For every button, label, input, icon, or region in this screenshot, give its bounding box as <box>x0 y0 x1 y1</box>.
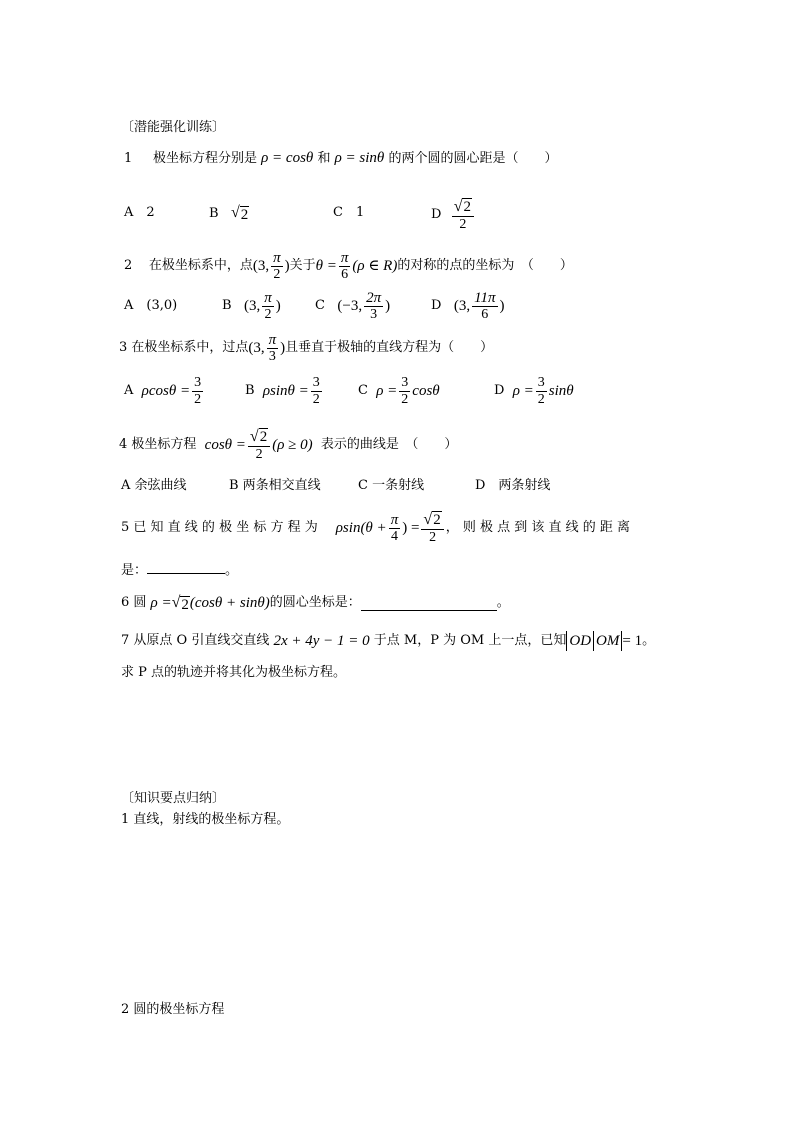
q2-option-b-left: (3, <box>243 298 261 314</box>
sqrt-icon: √ <box>453 197 463 215</box>
q3-option-d-label: D <box>494 383 505 398</box>
q2-option-d <box>431 286 505 326</box>
q3-option-a-num: 3 <box>194 374 202 390</box>
q5-eq-right: ) = <box>402 520 420 536</box>
q1-option-d-denominator: 2 <box>459 216 467 232</box>
q7-text-mid: 于点 M，P 为 OM 上一点，已知 <box>373 633 567 648</box>
q5-rhs-fraction <box>421 511 443 546</box>
q2-option-b-right: ) <box>275 298 281 314</box>
q5-text-post: ， 则 极 点 到 该 直 线 的 距 离 <box>445 520 631 535</box>
q3-option-d-den: 2 <box>537 391 545 407</box>
q3-option-b-eq: ρsinθ = <box>262 383 309 399</box>
q4-numerator: 2 <box>259 428 268 445</box>
q5-angle-den: 4 <box>390 528 398 544</box>
q3-option-d-num: 3 <box>537 374 545 390</box>
q2-option-c-label: C <box>315 298 325 313</box>
q4-equation: cosθ = <box>204 437 246 453</box>
question-5 <box>121 506 679 550</box>
q3-option-b-fraction <box>311 375 322 408</box>
q3-option-c-eq: ρ = <box>376 383 398 399</box>
question-3 <box>119 328 493 368</box>
q3-option-c-fraction <box>399 375 410 408</box>
q7-end: 。 <box>642 633 656 648</box>
sqrt-icon: √ <box>249 427 259 445</box>
q1-option-b-value: 2 <box>240 207 249 223</box>
q3-point-left: (3, <box>248 340 265 356</box>
q2-option-a: A (3,0) <box>124 298 178 313</box>
q1-option-d <box>431 195 476 235</box>
q4-option-d: D 两条射线 <box>475 478 551 493</box>
q2-number: 2 <box>124 258 133 273</box>
q2-option-d-fraction <box>472 290 497 323</box>
q3-option-c-tail: cosθ <box>412 383 440 399</box>
sqrt-icon: √ <box>230 204 240 221</box>
q2-option-d-left: (3, <box>453 298 471 314</box>
q4-denominator: 2 <box>255 446 263 462</box>
knowledge-item-1: 1 直线，射线的极坐标方程。 <box>121 812 290 827</box>
question-5-answer-line <box>121 561 238 581</box>
q3-option-b-den: 2 <box>312 391 320 407</box>
q3-option-a-eq: ρcosθ = <box>141 383 191 399</box>
knowledge-item-2: 2 圆的极坐标方程 <box>121 1002 225 1017</box>
question-6 <box>121 591 510 615</box>
q5-text-pre: 5 已 知 直 线 的 极 坐 标 方 程 为 <box>121 520 318 535</box>
q3-option-d-fraction <box>536 375 547 408</box>
question-7-line2: 求 P 点的轨迹并将其化为极坐标方程。 <box>121 665 347 680</box>
question-2 <box>124 246 573 286</box>
q2-point-num: π <box>273 249 281 266</box>
q2-option-c-right: ) <box>385 298 391 314</box>
q3-option-c-den: 2 <box>401 391 409 407</box>
q1-option-d-numerator: 2 <box>463 198 471 215</box>
q6-answer-blank[interactable] <box>361 596 497 611</box>
q1-option-a: A 2 <box>124 205 155 220</box>
q3-text-post: 且垂直于极轴的直线方程为（ ） <box>285 340 494 355</box>
q1-text-pre: 极坐标方程分别是 <box>152 151 257 166</box>
q5-answer-blank[interactable] <box>147 573 225 574</box>
q2-option-c-num: 2π <box>366 289 382 306</box>
q2-option-d-num: 11π <box>474 289 496 306</box>
q3-text-pre: 3 在极坐标系中，过点 <box>119 340 249 355</box>
q7-line-equation: 2x + 4y − 1 = 0 <box>273 633 370 649</box>
q2-option-b-label: B <box>222 298 232 313</box>
q2-point-left: (3, <box>252 258 270 274</box>
q3-option-b <box>245 371 324 411</box>
q2-point-fraction <box>271 250 283 283</box>
question-4 <box>119 423 457 467</box>
q2-option-c-fraction <box>364 290 383 323</box>
q2-text-post: 的对称的点的坐标为 （ ） <box>397 258 573 273</box>
q3-option-d-eq: ρ = <box>512 383 534 399</box>
q6-sqrt <box>172 593 190 613</box>
q3-option-c-label: C <box>358 383 368 398</box>
q7-abs-od: OD <box>566 631 594 651</box>
q4-option-c: C 一条射线 <box>358 478 425 493</box>
question-1 <box>124 148 557 169</box>
q5-eq-left: ρsin(θ + <box>335 520 387 536</box>
q1-option-b-label: B <box>209 206 219 221</box>
q3-option-a <box>124 371 205 411</box>
q1-option-b <box>209 203 249 224</box>
q5-angle-num: π <box>390 511 399 528</box>
q3-option-d-tail: sinθ <box>548 383 574 399</box>
q2-theta-num: π <box>340 249 349 266</box>
q1-option-d-fraction <box>452 198 474 233</box>
sqrt-icon: √ <box>423 510 433 528</box>
q2-condition: (ρ ∈ R) <box>352 258 398 274</box>
q2-theta-fraction <box>339 250 351 283</box>
q2-text-mid: 关于 <box>289 258 316 273</box>
q2-option-c-den: 3 <box>370 306 378 322</box>
q4-fraction <box>248 428 270 463</box>
q5-line2: 是： <box>121 563 148 578</box>
q1-option-d-label: D <box>431 207 442 222</box>
q1-option-b-sqrt <box>231 203 249 223</box>
q2-option-b-num: π <box>264 289 272 306</box>
q6-end: 。 <box>496 595 510 610</box>
q4-condition: (ρ ≥ 0) <box>272 437 313 453</box>
q3-option-a-fraction <box>192 375 203 408</box>
section-heading-training: 〔潜能强化训练〕 <box>121 120 226 135</box>
question-7 <box>121 629 655 653</box>
q2-text-pre: 在极坐标系中，点 <box>148 258 253 273</box>
q2-theta: θ = <box>315 258 337 274</box>
q5-end: 。 <box>225 563 239 578</box>
q6-eq-left: ρ = <box>150 595 172 611</box>
q7-text-pre: 7 从原点 O 引直线交直线 <box>121 633 270 648</box>
q3-option-b-num: 3 <box>312 374 320 390</box>
q1-equation-2: ρ = sinθ <box>334 150 385 166</box>
q3-point-den: 3 <box>268 348 276 364</box>
q2-option-c <box>315 286 390 326</box>
q4-text-pre: 4 极坐标方程 <box>119 437 197 452</box>
q2-option-b-den: 2 <box>264 306 272 322</box>
q6-text-pre: 6 圆 <box>121 595 147 610</box>
q6-text-post: 的圆心坐标是： <box>269 595 361 610</box>
q6-eq-right: (cosθ + sinθ) <box>189 595 270 611</box>
q3-point-fraction <box>267 332 279 365</box>
sqrt-icon: √ <box>171 594 181 611</box>
q7-abs-om: OM <box>594 631 622 651</box>
q3-option-b-label: B <box>245 383 255 398</box>
q1-number: 1 <box>124 151 133 166</box>
q1-text-post: 的两个圆的圆心距是（ ） <box>388 151 558 166</box>
q2-option-b-fraction <box>262 290 274 323</box>
q2-theta-den: 6 <box>341 266 349 282</box>
q6-radicand: 2 <box>181 597 189 613</box>
section-heading-knowledge: 〔知识要点归纳〕 <box>121 791 226 806</box>
q5-rhs-den: 2 <box>429 529 437 545</box>
q3-option-a-den: 2 <box>194 391 202 407</box>
q2-point-den: 2 <box>273 266 281 282</box>
q2-option-d-den: 6 <box>481 306 489 322</box>
q3-point-right: ) <box>280 340 286 356</box>
q1-text-mid: 和 <box>317 151 331 166</box>
q3-option-a-label: A <box>124 383 134 398</box>
q5-rhs-num: 2 <box>433 511 441 528</box>
q4-option-b: B 两条相交直线 <box>229 478 321 493</box>
q2-option-b <box>222 286 281 326</box>
q2-option-d-right: ) <box>499 298 505 314</box>
q3-point-num: π <box>268 331 277 348</box>
q1-equation-1: ρ = cosθ <box>261 150 314 166</box>
q3-option-c <box>358 371 440 411</box>
q2-option-d-label: D <box>431 298 442 313</box>
q4-text-post: 表示的曲线是 （ ） <box>320 437 458 452</box>
q1-option-c: C 1 <box>333 205 365 220</box>
q2-point-right: ) <box>284 258 290 274</box>
q3-option-d <box>494 371 574 411</box>
q2-option-c-left: (−3, <box>337 298 363 314</box>
q5-angle-fraction <box>389 512 401 545</box>
q4-option-a: A 余弦曲线 <box>121 478 187 493</box>
q3-option-c-num: 3 <box>401 374 409 390</box>
q7-equals: = 1 <box>622 633 643 649</box>
